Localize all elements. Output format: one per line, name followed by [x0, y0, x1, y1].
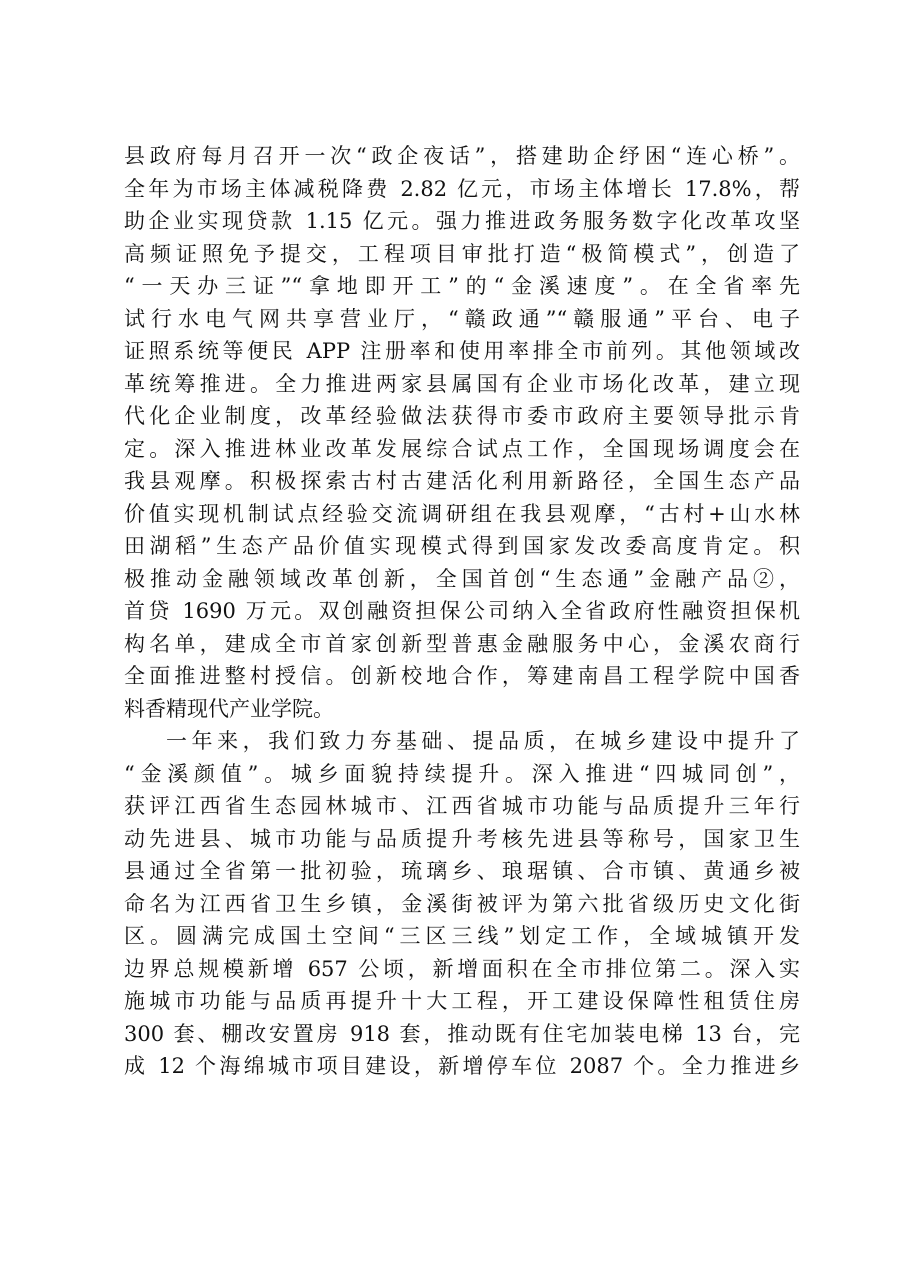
body-text	[124, 140, 800, 1083]
paragraph-start-line: 一年来，我们致力夯基础、提品质，在城乡建设中提升了	[166, 729, 800, 753]
text-line: 成 12 个海绵城市项目建设，新增停车位 2087 个。全力推进乡	[124, 1054, 800, 1078]
text-line: 命名为江西省卫生乡镇，金溪街被评为第六批省级历史文化街	[124, 891, 800, 916]
text-line: 高频证照免予提交，工程项目审批打造“极简模式”，创造了	[124, 241, 800, 266]
text-line: 构名单，建成全市首家创新型普惠金融服务中心，金溪农商行	[124, 631, 800, 656]
text-line: 试行水电气网共享营业厅，“赣政通”“赣服通”平台、电子	[124, 306, 800, 331]
text-line: 助企业实现贷款 1.15 亿元。强力推进政务服务数字化改革攻坚	[124, 209, 800, 233]
text-line: 300 套、棚改安置房 918 套，推动既有住宅加装电梯 13 台，完	[124, 1021, 800, 1046]
text-line: 价值实现机制试点经验交流调研组在我县观摩，“古村+山水林	[124, 501, 800, 526]
text-line: 极推动金融领域改革创新，全国首创“生态通”金融产品②，	[124, 566, 800, 591]
text-line: 动先进县、城市功能与品质提升考核先进县等称号，国家卫生	[124, 826, 800, 851]
text-line: 证照系统等便民 APP 注册率和使用率排全市前列。其他领域改	[124, 339, 800, 363]
text-line: 获评江西省生态园林城市、江西省城市功能与品质提升三年行	[124, 794, 800, 818]
text-line: “金溪颜值”。城乡面貌持续提升。深入推进“四城同创”，	[124, 761, 800, 786]
text-line: 首贷 1690 万元。双创融资担保公司纳入全省政府性融资担保机	[124, 599, 800, 623]
text-line: 革统筹推进。全力推进两家县属国有企业市场化改革，建立现	[124, 371, 800, 396]
text-line: 县通过全省第一批初验，琉璃乡、琅琚镇、合市镇、黄通乡被	[124, 859, 800, 883]
text-line: 料香精现代产业学院。	[124, 696, 334, 721]
text-line: 田湖稻”生态产品价值实现模式得到国家发改委高度肯定。积	[124, 534, 800, 558]
text-line: “一天办三证”“拿地即开工”的“金溪速度”。在全省率先	[124, 274, 800, 298]
text-line: 边界总规模新增 657 公顷，新增面积在全市排位第二。深入实	[124, 956, 800, 981]
text-line: 区。圆满完成国土空间“三区三线”划定工作，全域城镇开发	[124, 924, 800, 948]
text-line: 我县观摩。积极探索古村古建活化利用新路径，全国生态产品	[124, 469, 800, 493]
text-line: 县政府每月召开一次“政企夜话”，搭建助企纾困“连心桥”。	[124, 144, 800, 168]
text-line: 全面推进整村授信。创新校地合作，筹建南昌工程学院中国香	[124, 664, 800, 688]
text-line: 定。深入推进林业改革发展综合试点工作，全国现场调度会在	[124, 436, 800, 461]
text-line: 施城市功能与品质再提升十大工程，开工建设保障性租赁住房	[124, 989, 800, 1013]
text-line: 全年为市场主体减税降费 2.82 亿元，市场主体增长 17.8%，帮	[124, 176, 800, 201]
text-line: 代化企业制度，改革经验做法获得市委市政府主要领导批示肯	[124, 404, 800, 428]
